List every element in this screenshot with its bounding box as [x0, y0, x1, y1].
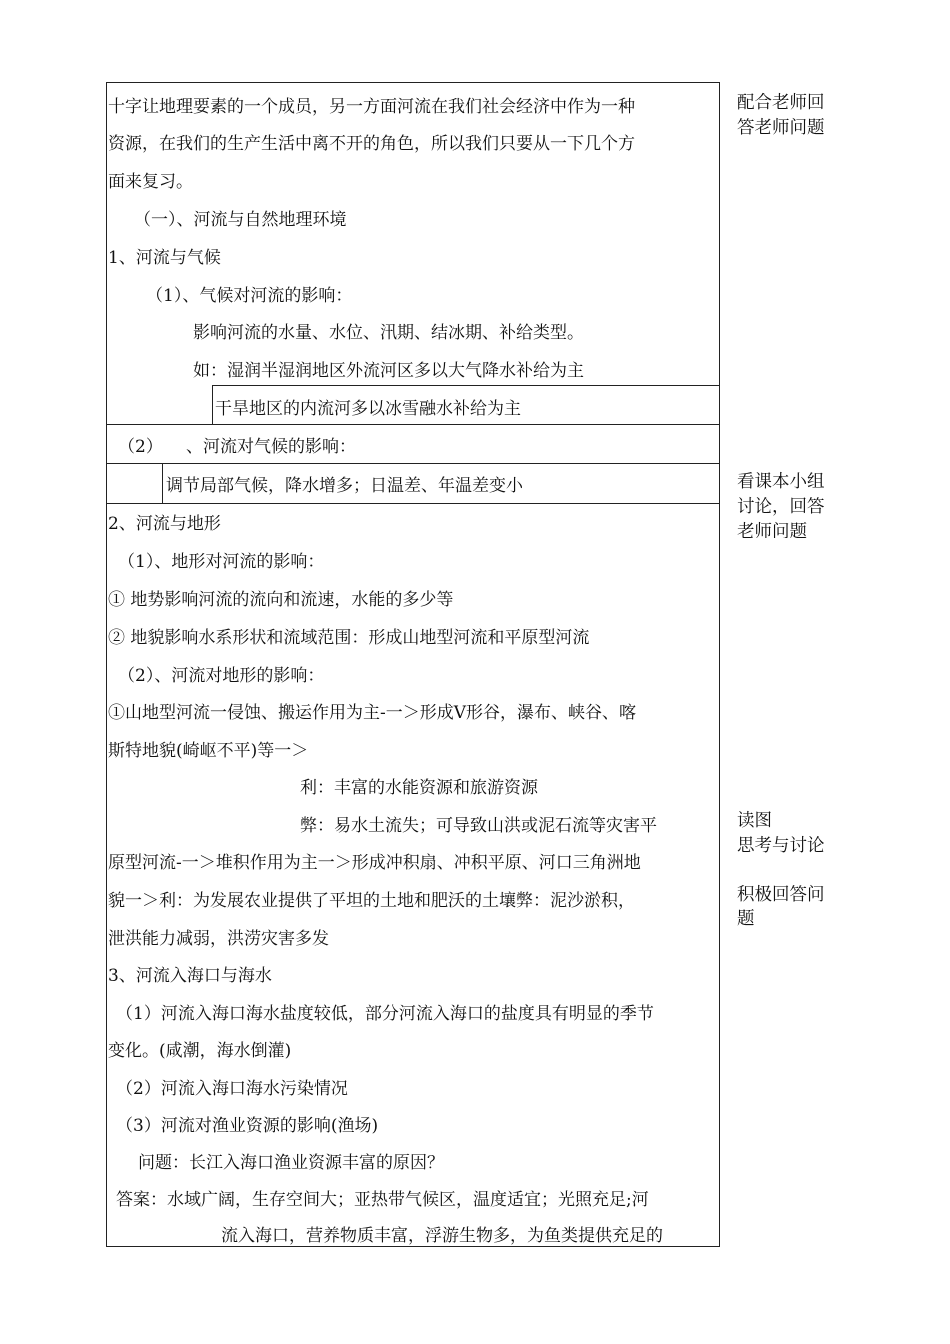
text-line: 变化。(咸潮，海水倒灌) [108, 1041, 292, 1061]
text-line: 、河流对气候的影响： [186, 437, 356, 457]
text-line: （2） [118, 437, 163, 457]
col-divider-2 [162, 463, 163, 503]
text-line: 泄洪能力减弱，洪涝灾害多发 [108, 929, 329, 949]
subsection-heading: 2、河流与地形 [108, 514, 221, 534]
text-line: 斯特地貌(崎岖不平)等一＞ [108, 741, 309, 761]
text-line: 貌一＞利：为发展农业提供了平坦的土地和肥沃的土壤弊：泥沙淤积， [108, 891, 635, 911]
text-line: （1）河流入海口海水盐度较低，部分河流入海口的盐度具有明显的季节 [116, 1004, 654, 1024]
side-note: 讨论，回答 [737, 497, 825, 517]
side-note: 题 [737, 909, 755, 929]
text-line: ② 地貌影响水系形状和流域范围：形成山地型河流和平原型河流 [108, 628, 590, 648]
side-note: 读图 [737, 811, 772, 831]
text-line: 影响河流的水量、水位、汛期、结冰期、补给类型。 [193, 323, 584, 343]
answer-line: 答案：水域广阔，生存空间大；亚热带气候区，温度适宜；光照充足;河 [116, 1190, 649, 1210]
answer-line: 流入海口，营养物质丰富，浮游生物多，为鱼类提供充足的 [221, 1226, 663, 1246]
text-line: 调节局部气候，降水增多；日温差、年温差变小 [166, 476, 523, 496]
text-line: 资源，在我们的生产生活中离不开的角色，所以我们只要从一下几个方 [108, 134, 635, 154]
text-line: 干旱地区的内流河多以冰雪融水补给为主 [215, 399, 521, 419]
section-heading: （一）、河流与自然地理环境 [134, 210, 347, 230]
side-note: 配合老师回 [737, 93, 825, 113]
subsection-heading: 3、河流入海口与海水 [108, 966, 272, 986]
question-line: 问题：长江入海口渔业资源丰富的原因？ [138, 1153, 444, 1173]
side-note: 积极回答问 [737, 885, 825, 905]
text-line: 利：丰富的水能资源和旅游资源 [300, 778, 538, 798]
text-line: （1）、气候对河流的影响： [146, 286, 353, 306]
row-divider-3 [106, 463, 720, 464]
text-line: （2）河流入海口海水污染情况 [116, 1079, 348, 1099]
text-line: ①山地型河流一侵蚀、搬运作用为主-一＞形成V形谷，瀑布、峡谷、喀 [108, 703, 637, 723]
text-line: 十字让地理要素的一个成员，另一方面河流在我们社会经济中作为一种 [108, 97, 635, 117]
subsection-heading: 1、河流与气候 [108, 248, 221, 268]
side-note: 思考与讨论 [737, 836, 825, 856]
text-line: 原型河流-一＞堆积作用为主一＞形成冲积扇、冲积平原、河口三角洲地 [108, 853, 641, 873]
text-line: ① 地势影响河流的流向和流速，水能的多少等 [108, 590, 454, 610]
text-line: （2）、河流对地形的影响： [118, 666, 325, 686]
col-divider-1 [212, 385, 213, 424]
row-divider-4 [106, 503, 720, 504]
text-line: （3）河流对渔业资源的影响(渔场) [116, 1116, 379, 1136]
text-line: 面来复习。 [108, 172, 193, 192]
side-note: 答老师问题 [737, 118, 825, 138]
text-line: （1）、地形对河流的影响： [118, 552, 325, 572]
side-note: 老师问题 [737, 522, 807, 538]
text-line: 弊：易水土流失；可导致山洪或泥石流等灾害平 [300, 816, 657, 836]
row-divider-1 [212, 385, 720, 386]
row-divider-2 [106, 424, 720, 425]
side-note: 看课本小组 [737, 472, 825, 492]
text-line: 如：湿润半湿润地区外流河区多以大气降水补给为主 [193, 361, 584, 381]
